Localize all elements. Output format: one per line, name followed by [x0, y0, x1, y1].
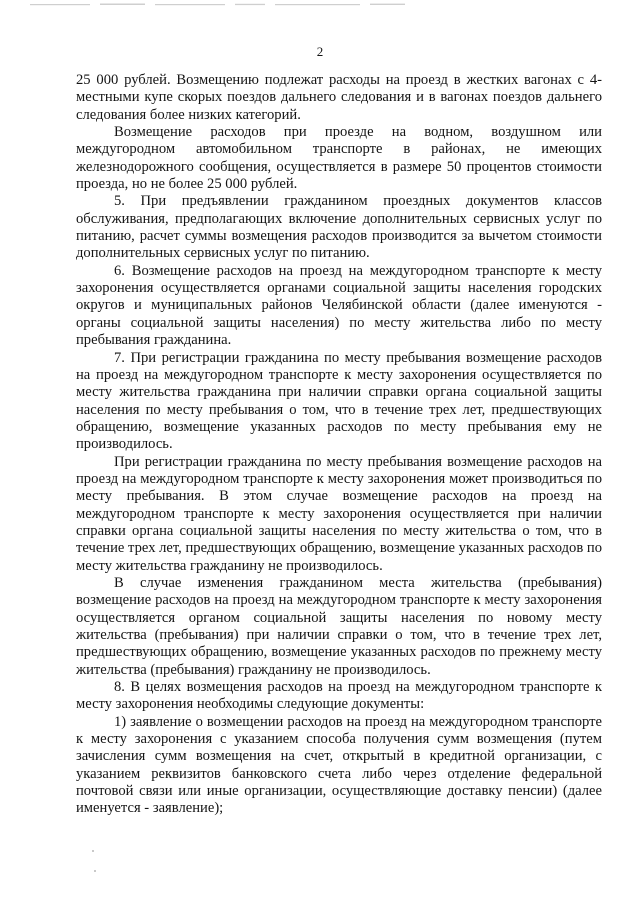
scan-speck — [92, 850, 94, 852]
paragraph-item-8: 8. В целях возмещения расходов на проезд на междугородном транспорте к месту захоронения необходимы следующие документы: — [76, 679, 602, 713]
document-body — [76, 72, 602, 818]
scan-artifact-strip — [30, 2, 410, 8]
paragraph-continuation: 25 000 рублей. Возмещению подлежат расходы на проезд в жестких вагонах с 4-местными купе скорых поездов дальнего следования и в вагонах поездов дальнего следования более низких категорий. — [76, 72, 602, 123]
paragraph-subitem-1: 1) заявление о возмещении расходов на проезд на междугородном транспорте к месту захоронения с указанием способа получения сумм возмещения (путем зачисления сумм возмещения на счет, открытый в кредитной организации, с указанием реквизитов банковского счета либо через отделение федеральной почтовой связи или иные организации, осуществляющие доставку пенсии) (далее именуется - заявление); — [76, 713, 602, 817]
paragraph-item-6: 6. Возмещение расходов на проезд на междугородном транспорте к месту захоронения осуществляется органами социальной защиты населения городских округов и муниципальных районов Челябинской области (далее именуются - органы социальной защиты населения) по месту жительства либо по месту пребывания гражданина. — [76, 262, 602, 349]
paragraph-water-air-transport: Возмещение расходов при проезде на водном, воздушном или междугородном автомобильном транспорте в районах, не имеющих железнодорожного сообщения, осуществляется в размере 50 процентов стоимости проезда, но не более 25 000 рублей. — [76, 124, 602, 193]
paragraph-change-of-residence: В случае изменения гражданином места жительства (пребывания) возмещение расходов на проезд на междугородном транспорте к месту захоронения осуществляется органом социальной защиты населения по новому месту жительства (пребывания) при наличии справки о том, что в течение трех лет, предшествующих обращению, возмещение указанных расходов по прежнему месту жительства (пребывания) гражданину не производилось. — [76, 574, 602, 678]
page-number: 2 — [316, 44, 324, 59]
scan-speck — [94, 870, 96, 872]
paragraph-item-7: 7. При регистрации гражданина по месту пребывания возмещение расходов на проезд на междугородном транспорте к месту захоронения осуществляется по месту жительства гражданина при наличии справки органа социальной защиты населения по месту пребывания о том, что в течение трех лет, предшествующих обращению, возмещение указанных расходов по месту пребывания ему не производилось. — [76, 349, 602, 453]
paragraph-item-5: 5. При предъявлении гражданином проездных документов классов обслуживания, предполагающих включение дополнительных сервисных услуг по питанию, расчет суммы возмещения расходов производится за вычетом стоимости дополнительных сервисных услуг по питанию. — [76, 193, 602, 262]
paragraph-temporary-registration: При регистрации гражданина по месту пребывания возмещение расходов на проезд на междугородном транспорте к месту захоронения может производиться по месту пребывания. В этом случае возмещение расходов на проезд на междугородном транспорте к месту захоронения осуществляется при наличии справки органа социальной защиты населения по месту жительства о том, что в течение трех лет, предшествующих обращению, возмещение указанных расходов по месту жительства гражданину не производилось. — [76, 453, 602, 574]
